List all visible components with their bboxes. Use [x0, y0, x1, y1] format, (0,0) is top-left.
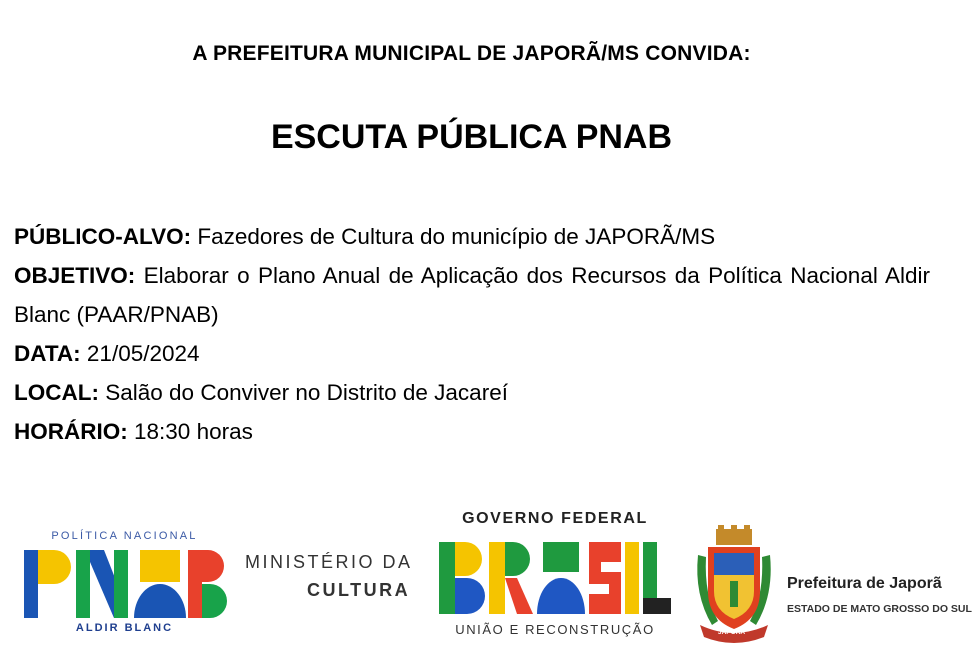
- horario-label: HORÁRIO:: [14, 419, 128, 444]
- horario-value: 18:30 horas: [134, 419, 253, 444]
- objetivo-row: [14, 256, 930, 334]
- invitation-line: A PREFEITURA MUNICIPAL DE JAPORÃ/MS CONVIDA:: [192, 42, 751, 65]
- event-title: ESCUTA PÚBLICA PNAB: [270, 118, 673, 156]
- publico-value: Fazedores de Cultura do município de JAPORÃ/MS: [197, 224, 716, 249]
- ministerio-cultura-logo: [245, 548, 413, 604]
- ministerio-line1: MINISTÉRIO DA: [245, 552, 413, 572]
- governo-top-text: GOVERNO FEDERAL: [462, 510, 648, 527]
- event-details: [14, 217, 930, 451]
- governo-bottom-text: UNIÃO E RECONSTRUÇÃO: [455, 622, 655, 637]
- crest-ribbon-text: JAPORÃ: [718, 629, 746, 636]
- data-value: 21/05/2024: [86, 341, 200, 366]
- prefeitura-logo: [694, 525, 972, 643]
- local-label: LOCAL:: [14, 380, 99, 405]
- pnab-logo: [22, 530, 227, 635]
- horario-row: [14, 412, 930, 451]
- governo-federal-logo: [437, 510, 673, 640]
- publico-label: PÚBLICO-ALVO:: [14, 224, 192, 249]
- data-label: DATA:: [14, 341, 81, 366]
- prefeitura-state: ESTADO DE MATO GROSSO DO SUL: [787, 603, 972, 615]
- publico-row: [14, 217, 930, 256]
- pnab-logo-top-text: POLÍTICA NACIONAL: [51, 530, 198, 542]
- objetivo-value: Elaborar o Plano Anual de Aplicação dos Recursos da Política Nacional Aldir Blanc (PAAR/PNAB): [14, 263, 930, 327]
- local-row: [14, 373, 930, 412]
- local-value: Salão do Conviver no Distrito de Jacareí: [105, 380, 508, 405]
- pnab-letters-graphic: [22, 546, 227, 626]
- prefeitura-name: Prefeitura de Japorã: [787, 575, 942, 592]
- pnab-logo-bottom-text: ALDIR BLANC: [75, 622, 174, 634]
- data-row: [14, 334, 930, 373]
- objetivo-label: OBJETIVO:: [14, 263, 136, 288]
- ministerio-line2: CULTURA: [307, 580, 411, 600]
- brasil-letters-graphic: [437, 540, 673, 618]
- japora-crest-icon: [694, 525, 774, 643]
